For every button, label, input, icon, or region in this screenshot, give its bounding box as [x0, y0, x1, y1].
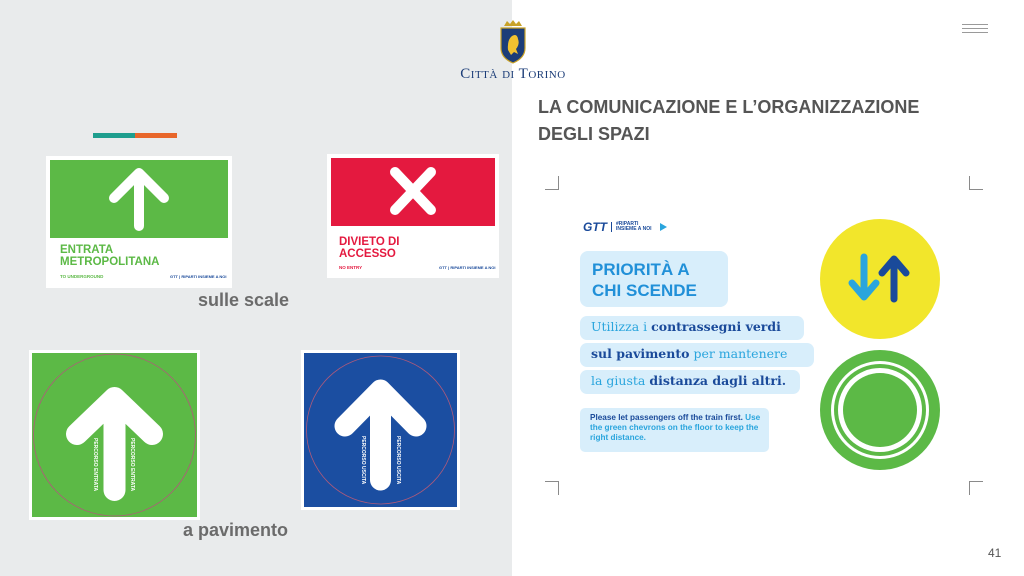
floor-sign-entry-label-left: PERCORSO ENTRATA — [92, 438, 98, 492]
instruction-line-3-bold: distanza dagli altri. — [649, 373, 787, 388]
entry-sign-banner — [50, 160, 228, 238]
logo-separator — [611, 222, 612, 232]
turin-coat-of-arms-icon — [498, 18, 528, 64]
logo-tagline-line1: #RIPARTI — [616, 221, 639, 227]
caption-floor: a pavimento — [183, 520, 289, 540]
priority-heading-line1: PRIORITÀ A — [592, 260, 690, 279]
no-entry-sign — [327, 154, 499, 278]
entry-sign-subtitle: TO UNDERGROUND — [60, 274, 104, 279]
no-entry-sign-title-line1: DIVIETO DI — [339, 236, 400, 248]
priority-heading — [580, 251, 728, 307]
page-number: 41 — [988, 546, 1002, 560]
crop-mark-bottom-left — [545, 481, 559, 495]
slide-title-line1: LA COMUNICAZIONE E L’ORGANIZZAZIONE — [538, 97, 920, 117]
crop-mark-top-right — [969, 176, 983, 190]
accent-bar-orange — [135, 133, 177, 138]
no-entry-sign-title — [339, 236, 400, 260]
up-arrow-icon — [50, 160, 228, 238]
entry-sign-title-line2: METROPOLITANA — [60, 256, 160, 268]
entry-sign-title — [60, 244, 159, 268]
accent-bar — [93, 133, 177, 138]
floor-sign-exit-label-left: PERCORSO USCITA — [360, 436, 366, 485]
instruction-line-3 — [580, 370, 800, 394]
instruction-line-1-bold: contrassegni verdi — [651, 319, 781, 334]
instruction-line-2-bold: sul pavimento — [591, 346, 690, 361]
priority-heading-line2: CHI SCENDE — [592, 281, 697, 300]
logo-tagline — [616, 222, 656, 232]
floor-sign-entry-label-right: PERCORSO ENTRATA — [129, 438, 135, 492]
crop-mark-bottom-right — [969, 481, 983, 495]
logo-tagline-line2: INSIEME A NOI — [616, 226, 652, 232]
entry-sign-title-line1: ENTRATA — [60, 244, 114, 256]
entry-sign-logo: GTT | RIPARTI INSIEME A NOI — [170, 274, 227, 279]
no-entry-sign-banner — [331, 158, 495, 226]
english-instruction — [580, 408, 769, 452]
floor-up-arrow-icon — [301, 350, 460, 510]
floor-sign-exit-label-right: PERCORSO USCITA — [395, 436, 401, 485]
instruction-line-1-text: Utilizza i — [591, 319, 652, 334]
floor-sign-exit — [301, 350, 460, 510]
up-down-arrows-badge — [820, 219, 940, 339]
logo-arrow-icon — [660, 223, 667, 231]
caption-stairs: sulle scale — [198, 290, 290, 310]
city-name: Città di Torino — [460, 66, 566, 82]
floor-up-arrow-icon — [29, 350, 200, 520]
no-entry-sign-subtitle: NO ENTRY — [339, 265, 363, 270]
entry-sign — [46, 156, 232, 288]
gtt-logo-mark: GTT — [583, 220, 607, 234]
slide-title — [538, 94, 978, 148]
english-instruction-text: Use the green chevrons on the floor to keep the right distance. — [590, 413, 761, 442]
cross-icon — [331, 158, 495, 226]
up-down-arrows-icon — [820, 219, 940, 339]
green-target-icon — [820, 350, 940, 470]
instruction-line-1 — [580, 316, 804, 340]
instruction-line-2-text: per mantenere — [689, 346, 788, 361]
accent-bar-teal — [93, 133, 135, 138]
no-entry-sign-logo: GTT | RIPARTI INSIEME A NOI — [439, 265, 496, 270]
instruction-line-3-text: la giusta — [591, 373, 650, 388]
slide-title-line2: DEGLI SPAZI — [538, 124, 650, 144]
crop-mark-top-left — [545, 176, 559, 190]
english-instruction-bold: Please let passengers off the train first. — [590, 413, 743, 422]
poster-logo — [583, 220, 667, 234]
no-entry-sign-title-line2: ACCESSO — [339, 248, 396, 260]
instruction-line-2 — [580, 343, 814, 367]
hamburger-menu-icon[interactable] — [962, 24, 988, 34]
floor-sign-entry — [29, 350, 200, 520]
